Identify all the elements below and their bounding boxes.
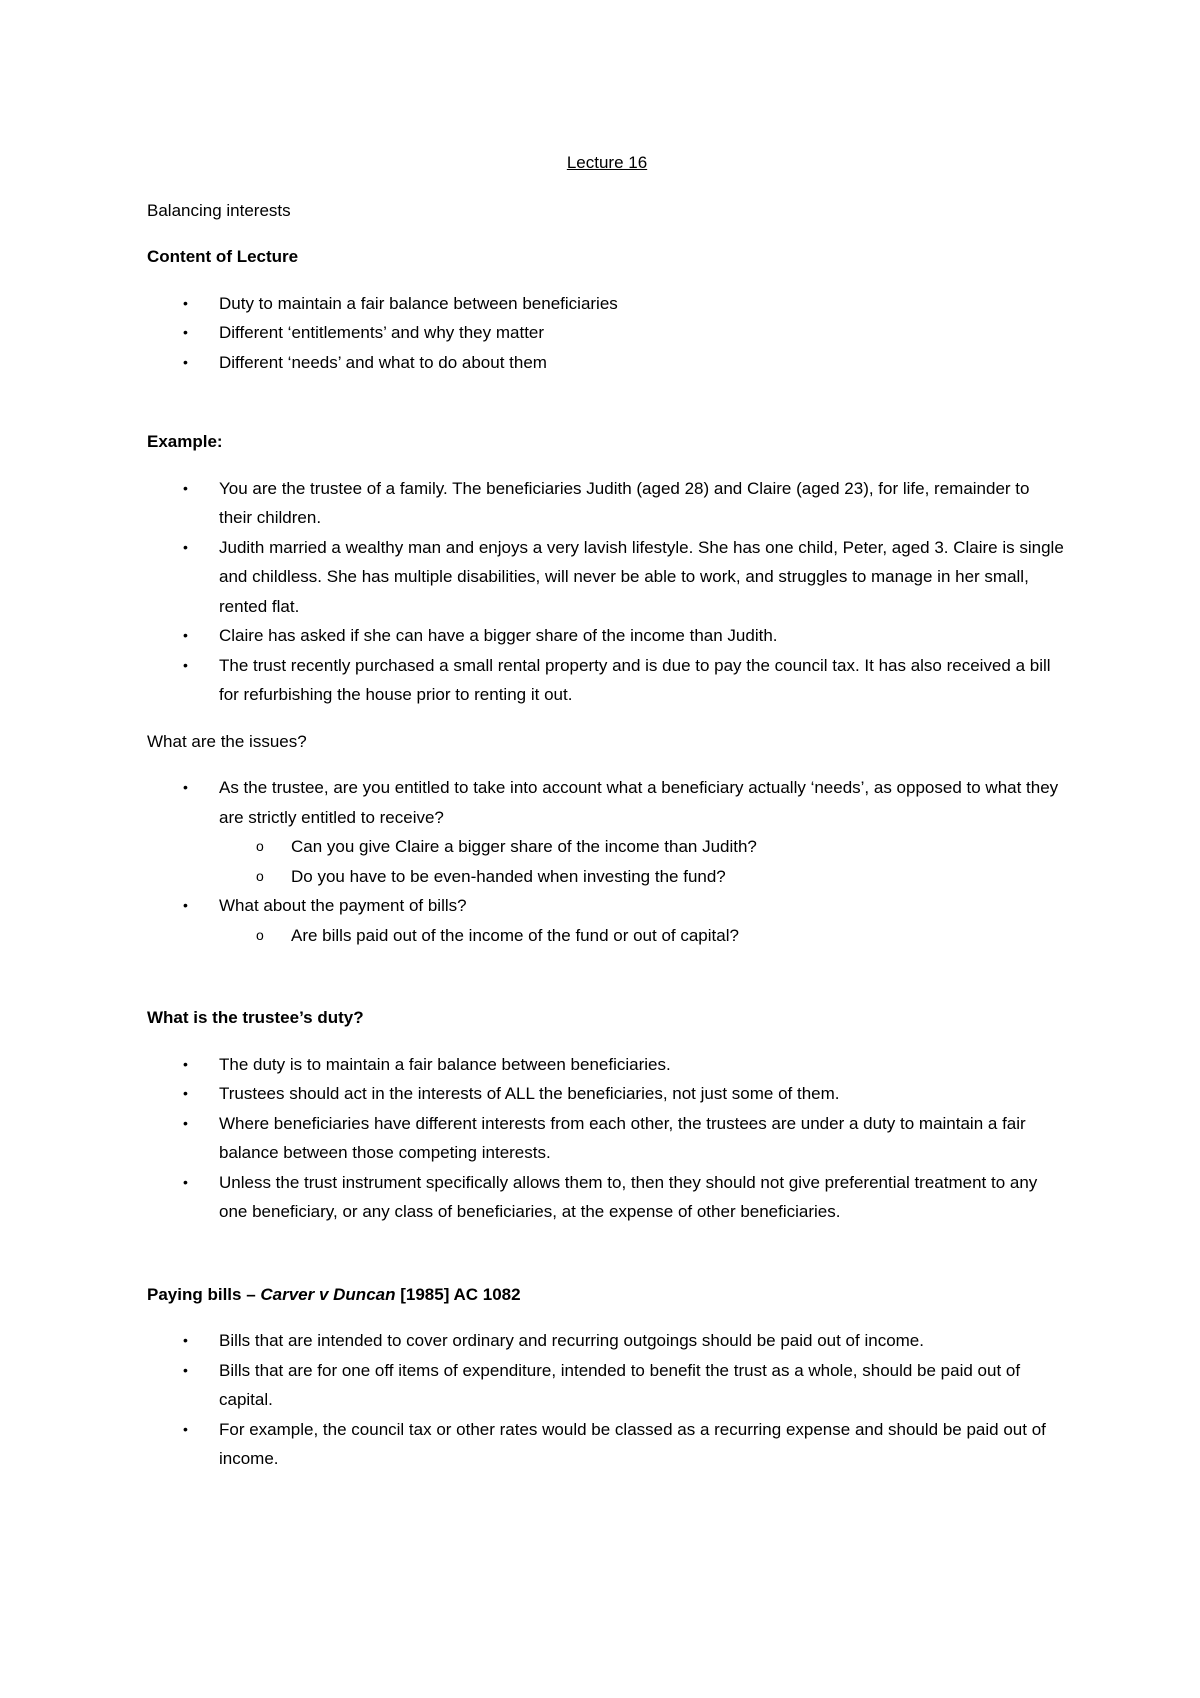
bullet-icon: •: [183, 353, 188, 370]
bullet-icon: •: [183, 1085, 188, 1101]
lecture-subtitle: Balancing interests: [147, 200, 291, 220]
list-item-text: Claire has asked if she can have a bigger share of the income than Judith.: [219, 626, 778, 645]
sub-list: [219, 921, 1067, 951]
sub-list-item: [219, 832, 1067, 862]
list-item: [147, 533, 1067, 622]
bullet-icon: •: [183, 1173, 188, 1190]
sub-list: [219, 832, 1067, 891]
list-item-text: Unless the trust instrument specifically allows them to, then they should not give preferential treatment to any one beneficiary, or any class of beneficiaries, at the expense of other beneficiaries.: [219, 1172, 1038, 1221]
sub-list-item-text: Are bills paid out of the income of the fund or out of capital?: [291, 925, 739, 945]
bullet-icon: •: [183, 627, 188, 643]
list-item-text: The trust recently purchased a small rental property and is due to pay the council tax. It has also received a bill for refurbishing the house prior to renting it out.: [219, 655, 1051, 704]
document-page: [147, 148, 1067, 1491]
list-item-text: The duty is to maintain a fair balance between beneficiaries.: [219, 1054, 671, 1074]
circle-bullet-icon: o: [256, 838, 264, 854]
bullet-icon: •: [183, 897, 188, 913]
list-item-text: Trustees should act in the interests of ALL the beneficiaries, not just some of them.: [219, 1084, 840, 1103]
list-item: [147, 474, 1067, 533]
case-citation: [1985] AC 1082: [395, 1284, 521, 1304]
list-item-text: For example, the council tax or other rates would be classed as a recurring expense and should be paid out of income.: [219, 1419, 1046, 1468]
list-item: [147, 773, 1067, 891]
bills-list: [147, 1326, 1067, 1474]
list-item-text: Bills that are for one off items of expenditure, intended to benefit the trust as a whole, should be paid out of capital.: [219, 1360, 1021, 1409]
example-heading: Example:: [147, 432, 223, 451]
list-item: [147, 348, 1067, 378]
issues-list: [147, 773, 1067, 950]
duty-list: [147, 1050, 1067, 1227]
duty-heading: What is the trustee’s duty?: [147, 1008, 364, 1027]
list-item: [147, 289, 1067, 319]
list-item: [147, 318, 1067, 348]
bullet-icon: •: [183, 1332, 188, 1348]
content-heading: Content of Lecture: [147, 247, 299, 266]
case-name: Carver v Duncan: [260, 1284, 396, 1304]
section-spacer: [147, 967, 1067, 1003]
bullet-icon: •: [183, 538, 188, 555]
sub-list-item-text: Can you give Claire a bigger share of the income than Judith?: [291, 837, 757, 856]
list-item: [147, 1168, 1067, 1227]
list-item: [147, 1326, 1067, 1356]
example-list: [147, 474, 1067, 710]
list-item: [147, 651, 1067, 710]
sub-list-item: [219, 862, 1067, 892]
list-item-text: Where beneficiaries have different interests from each other, the trustees are under a duty to maintain a fair balance between those competing interests.: [219, 1113, 1026, 1162]
bullet-icon: •: [183, 779, 188, 795]
section-spacer: [147, 394, 1067, 427]
list-item-text: What about the payment of bills?: [219, 896, 467, 915]
section-spacer: [147, 1244, 1067, 1280]
bullet-icon: •: [183, 1114, 188, 1131]
list-item: [147, 1109, 1067, 1168]
bullet-icon: •: [183, 479, 188, 496]
list-item-text: Different ‘needs’ and what to do about them: [219, 352, 547, 372]
list-item-text: Different ‘entitlements’ and why they matter: [219, 323, 545, 342]
list-item-text: As the trustee, are you entitled to take into account what a beneficiary actually ‘needs’, as opposed to what they are strictly entitled to receive?: [219, 778, 1059, 827]
list-item-text: Bills that are intended to cover ordinary and recurring outgoings should be paid out of income.: [219, 1331, 924, 1350]
list-item: [147, 621, 1067, 651]
bullet-icon: •: [183, 294, 188, 311]
lecture-title: Lecture 16: [566, 153, 648, 172]
issues-heading: What are the issues?: [147, 731, 307, 751]
bullet-icon: •: [183, 324, 188, 340]
bills-heading: [147, 1280, 1067, 1310]
list-item: [147, 1415, 1067, 1474]
bullet-icon: •: [183, 1055, 188, 1072]
circle-bullet-icon: o: [256, 867, 264, 884]
sub-list-item-text: Do you have to be even-handed when investing the fund?: [291, 866, 726, 886]
list-item: [147, 891, 1067, 950]
list-item-text: You are the trustee of a family. The beneficiaries Judith (aged 28) and Claire (aged 23), for life, remainder to their children.: [219, 478, 1030, 527]
list-item-text: Duty to maintain a fair balance between beneficiaries: [219, 293, 618, 313]
bullet-icon: •: [183, 1361, 188, 1378]
bullet-icon: •: [183, 656, 188, 673]
sub-list-item: [219, 921, 1067, 951]
list-item: [147, 1050, 1067, 1080]
list-item: [147, 1356, 1067, 1415]
list-item: [147, 1079, 1067, 1109]
content-list: [147, 289, 1067, 378]
circle-bullet-icon: o: [256, 926, 264, 943]
list-item-text: Judith married a wealthy man and enjoys a very lavish lifestyle. She has one child, Peter, aged 3. Claire is single and childless. She has multiple disabilities, will never be able to work, and struggles to manage in her small, rented flat.: [219, 537, 1064, 616]
bills-heading-prefix: Paying bills –: [147, 1284, 261, 1304]
bullet-icon: •: [183, 1420, 188, 1437]
